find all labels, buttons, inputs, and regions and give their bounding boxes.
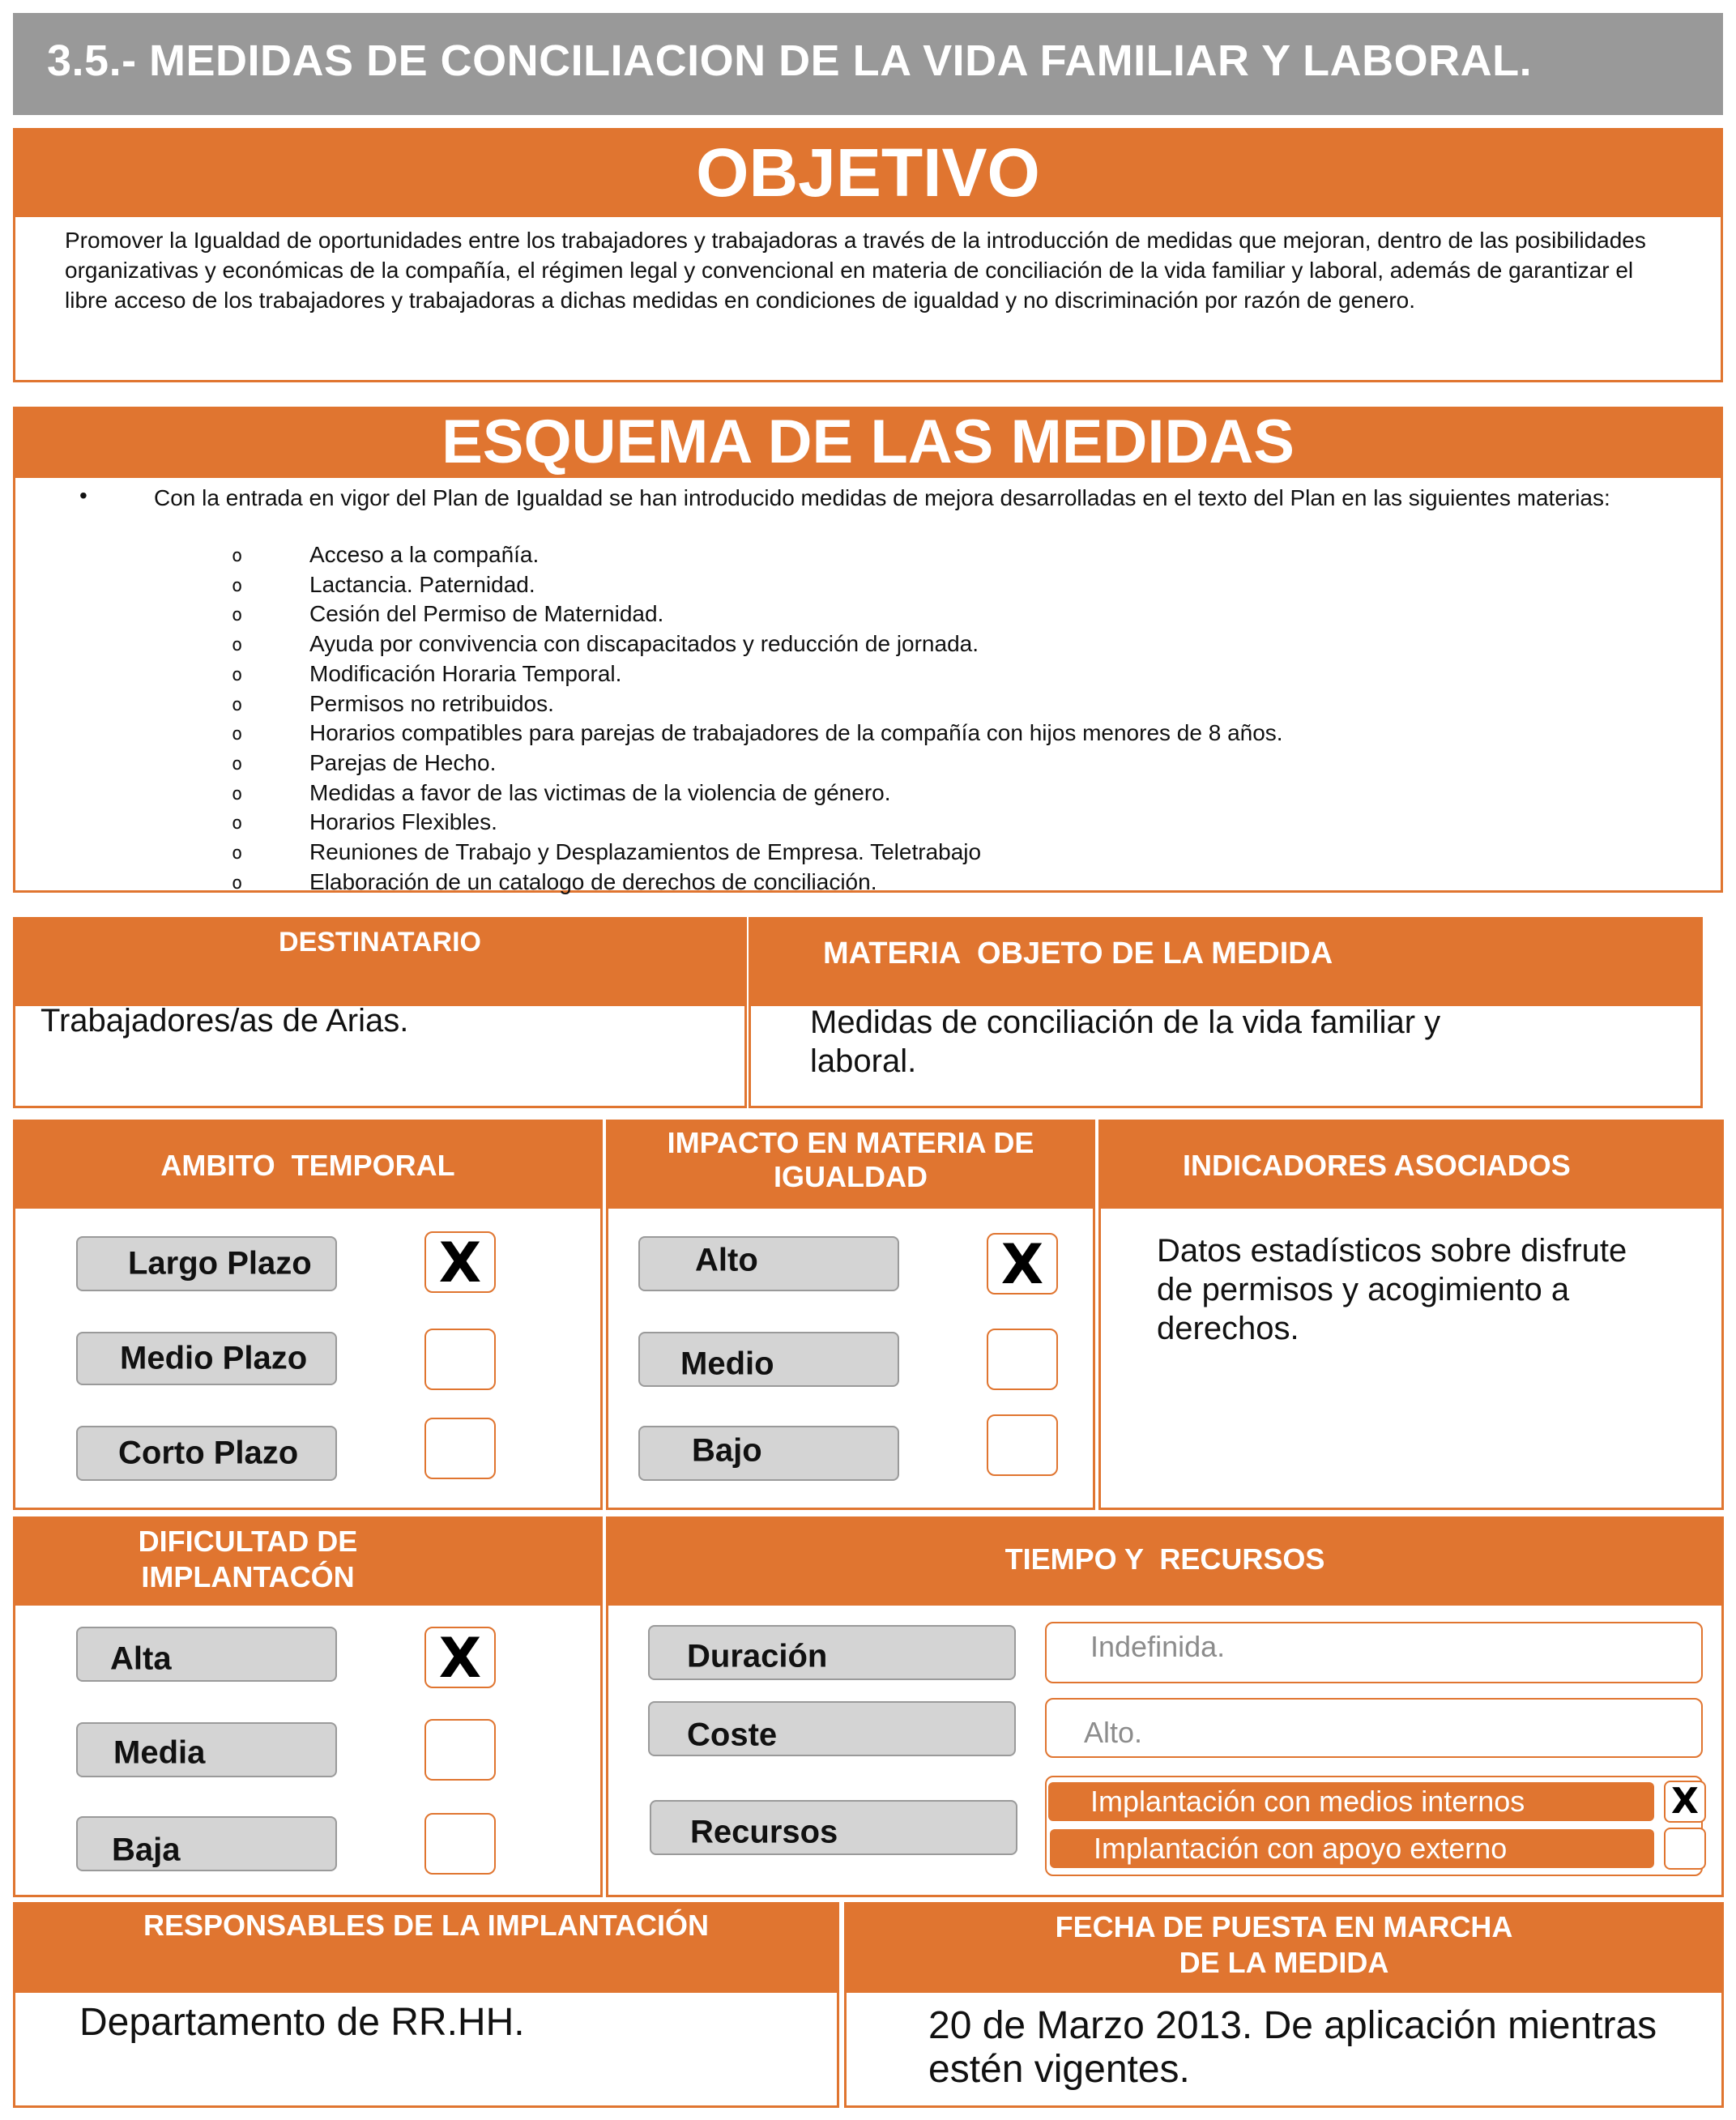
duracion-label-box [648,1625,1016,1680]
esquema-heading: ESQUEMA DE LAS MEDIDAS [441,407,1295,476]
option-label: Alto [695,1242,758,1278]
indicadores-line1: Datos estadísticos sobre disfrute [1157,1233,1627,1269]
list-item-text: Lactancia. Paternidad. [309,571,535,597]
indicadores-header [1098,1120,1724,1209]
esquema-header [13,407,1723,478]
list-item [232,868,1283,898]
option-baja[interactable] [76,1816,337,1871]
list-item-text: Permisos no retribuidos. [309,690,554,716]
option-label: Media [113,1734,206,1771]
section-title: 3.5.- MEDIDAS DE CONCILIACION DE LA VIDA FAMILIAR Y LABORAL. [47,36,1533,85]
indicadores-heading: INDICADORES ASOCIADOS [1183,1149,1571,1182]
checkbox-alta[interactable]: X [424,1627,496,1688]
list-item [232,659,1283,689]
coste-field[interactable] [1045,1698,1703,1758]
destinatario-heading: DESTINATARIO [279,927,481,958]
coste-value: Alto. [1084,1716,1143,1749]
materia-value-line2: laboral. [810,1043,917,1079]
list-item-text: Horarios Flexibles. [309,809,497,835]
list-item [232,838,1283,868]
circle-bullet-icon: o [232,575,243,596]
ambito-header [13,1120,603,1209]
circle-bullet-icon: o [232,605,243,626]
option-label: Alta [110,1640,172,1677]
responsables-value: Departamento de RR.HH. [79,2001,525,2044]
checkbox-bajo[interactable] [987,1414,1058,1476]
list-item [232,540,1283,570]
option-label: Baja [112,1832,181,1868]
option-label: Implantación con apoyo externo [1094,1832,1508,1865]
list-item-text: Acceso a la compañía. [309,542,540,567]
checkbox-medio[interactable] [987,1329,1058,1390]
circle-bullet-icon: o [232,724,243,745]
circle-bullet-icon: o [232,783,243,804]
list-item-text: Modificación Horaria Temporal. [309,660,622,686]
impacto-heading-line2: IGUALDAD [774,1160,928,1193]
circle-bullet-icon: o [232,546,243,566]
option-media[interactable] [76,1722,337,1777]
option-medio-plazo[interactable] [76,1332,337,1385]
impacto-header [606,1120,1095,1209]
list-item-text: Parejas de Hecho. [309,749,497,775]
list-item [232,629,1283,659]
tiempo-heading: TIEMPO Y RECURSOS [1004,1542,1325,1576]
list-item-text: Elaboración de un catalogo de derechos de conciliación. [309,868,877,894]
coste-label-box [648,1701,1016,1756]
list-item [232,689,1283,719]
option-bajo[interactable] [638,1426,899,1481]
indicadores-line2: de permisos y acogimiento a [1157,1272,1570,1307]
list-item [232,719,1283,749]
option-medio[interactable] [638,1332,899,1387]
option-largo-plazo[interactable] [76,1236,337,1291]
recursos-label: Recursos [690,1814,838,1850]
responsables-header [13,1902,839,1993]
recursos-label-box [650,1800,1017,1855]
fecha-heading-line1: FECHA DE PUESTA EN MARCHA [1055,1910,1513,1943]
ambito-heading: AMBITO TEMPORAL [160,1149,455,1182]
fecha-value-line2: estén vigentes. [928,2048,1190,2091]
materia-value-line1: Medidas de conciliación de la vida familiar y [810,1005,1441,1040]
option-label: Medio [680,1346,774,1382]
esquema-list [232,540,1283,897]
fecha-heading-line2: DE LA MEDIDA [1179,1946,1389,1979]
checkbox-apoyo-externo[interactable] [1664,1828,1706,1870]
list-item [232,808,1283,838]
circle-bullet-icon: o [232,843,243,864]
fecha-value-line1: 20 de Marzo 2013. De aplicación mientras [928,2004,1657,2047]
destinatario-header [13,917,747,1006]
bullet-icon: • [79,483,87,508]
objetivo-heading: OBJETIVO [696,134,1040,211]
impacto-heading-line1: IMPACTO EN MATERIA DE [667,1126,1034,1159]
tiempo-header [606,1516,1724,1606]
duracion-label: Duración [687,1638,828,1674]
objetivo-header [13,128,1723,217]
option-alta[interactable] [76,1627,337,1682]
dificultad-header [13,1516,603,1606]
list-item [232,599,1283,629]
circle-bullet-icon: o [232,872,243,894]
checkbox-baja[interactable] [424,1813,496,1875]
checkbox-largo-plazo[interactable]: X [424,1231,496,1293]
option-medios-internos[interactable] [1048,1782,1654,1821]
option-label: Bajo [692,1432,762,1469]
option-apoyo-externo[interactable] [1050,1829,1654,1868]
list-item-text: Medidas a favor de las victimas de la violencia de género. [309,779,891,805]
responsables-heading: RESPONSABLES DE LA IMPLANTACIÓN [143,1909,710,1942]
objetivo-text: Promover la Igualdad de oportunidades entre los trabajadores y trabajadoras a través de la introducción de medidas que mejoran, dentro de las posibilidades organizativas y económicas de la compañía, el régimen legal y convencional en materia de conciliación de la vida familiar y laboral, además de garantizar el libre acceso de los trabajadores y trabajadoras a dichas medidas en condiciones de igualdad y no discriminación por razón de genero. [65,228,1646,313]
checkbox-medios-internos[interactable]: X [1664,1781,1706,1823]
fecha-header [844,1902,1724,1993]
duracion-value: Indefinida. [1090,1630,1226,1663]
circle-bullet-icon: o [232,664,243,685]
list-item-text: Horarios compatibles para parejas de trabajadores de la compañía con hijos menores de 8 años. [309,720,1283,746]
option-label: Largo Plazo [128,1245,312,1282]
list-item [232,570,1283,600]
esquema-intro: Con la entrada en vigor del Plan de Igualdad se han introducido medidas de mejora desarrolladas en el texto del Plan en las siguientes materias: [154,485,1610,510]
dificultad-heading-line1: DIFICULTAD DE [138,1525,358,1558]
checkbox-media[interactable] [424,1719,496,1781]
option-label: Corto Plazo [118,1435,299,1471]
list-item-text: Cesión del Permiso de Maternidad. [309,601,664,627]
materia-header [749,917,1703,1006]
circle-bullet-icon: o [232,813,243,834]
circle-bullet-icon: o [232,753,243,774]
list-item [232,778,1283,808]
duracion-field[interactable] [1045,1622,1703,1683]
list-item-text: Ayuda por convivencia con discapacitados y reducción de jornada. [309,631,979,657]
checkbox-corto-plazo[interactable] [424,1418,496,1479]
option-alto[interactable] [638,1236,899,1291]
section-title-bar [13,13,1723,115]
dificultad-heading-line2: IMPLANTACÓN [141,1560,355,1593]
circle-bullet-icon: o [232,694,243,715]
option-label: Implantación con medios internos [1090,1785,1525,1818]
checkbox-medio-plazo[interactable] [424,1329,496,1390]
destinatario-value: Trabajadores/as de Arias. [41,1003,409,1039]
indicadores-line3: derechos. [1157,1311,1299,1346]
list-item [232,749,1283,778]
circle-bullet-icon: o [232,635,243,656]
checkbox-alto[interactable]: X [987,1233,1058,1295]
option-label: Medio Plazo [120,1340,308,1376]
option-corto-plazo[interactable] [76,1426,337,1481]
list-item-text: Reuniones de Trabajo y Desplazamientos de Empresa. Teletrabajo [309,839,982,865]
coste-label: Coste [687,1717,778,1753]
materia-heading: MATERIA OBJETO DE LA MEDIDA [823,936,1333,970]
